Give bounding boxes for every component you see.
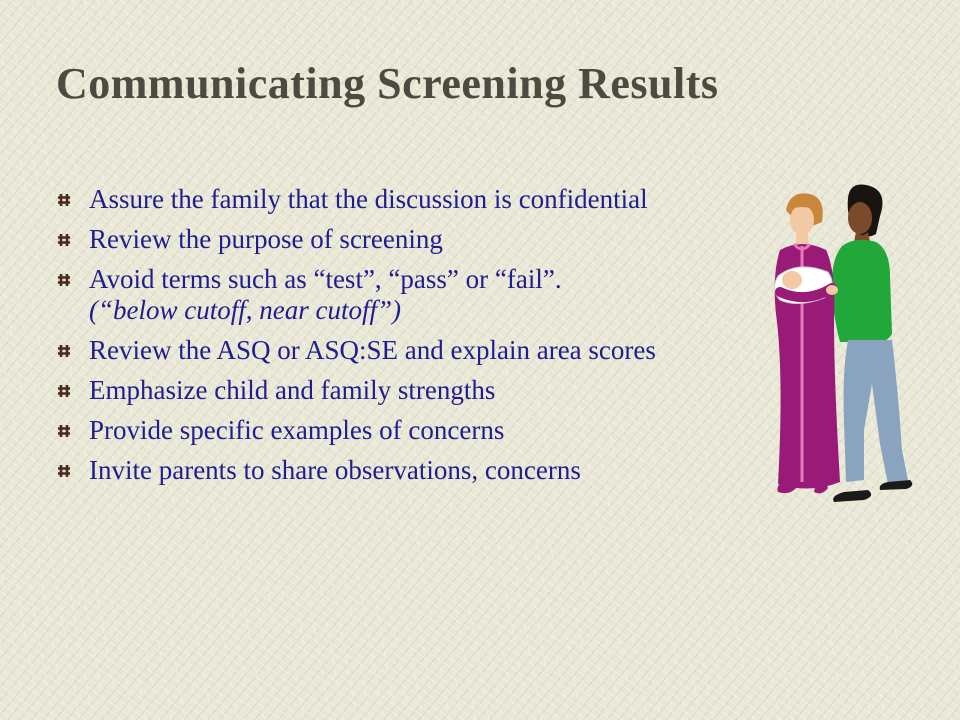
- hash-bullet-icon: [57, 273, 71, 287]
- hash-bullet-icon: [57, 233, 71, 247]
- hash-bullet-icon: [57, 464, 71, 478]
- bullet-list: [56, 184, 786, 495]
- bullet-item: [56, 415, 786, 446]
- bullet-text: Emphasize child and family strengths: [89, 375, 496, 405]
- hash-bullet-icon: [57, 384, 71, 398]
- bullet-item: [56, 375, 786, 406]
- bullet-item: [56, 335, 786, 366]
- bullet-text: Assure the family that the discussion is confidential: [89, 184, 648, 214]
- bullet-text: Avoid terms such as “test”, “pass” or “fail”.: [89, 264, 562, 294]
- bullet-item: [56, 224, 786, 255]
- hash-bullet-icon: [57, 424, 71, 438]
- mother-figure: [775, 193, 840, 493]
- bullet-text: Provide specific examples of concerns: [89, 415, 505, 445]
- bullet-text: Review the purpose of screening: [89, 224, 443, 254]
- bullet-item: [56, 455, 786, 486]
- slide-title: Communicating Screening Results: [56, 59, 719, 108]
- bullet-item: [56, 264, 786, 326]
- bullet-text: Review the ASQ or ASQ:SE and explain area scores: [89, 335, 656, 365]
- bullet-item: [56, 184, 786, 215]
- bullet-text: Invite parents to share observations, concerns: [89, 455, 581, 485]
- bullet-emphasis: (“below cutoff, near cutoff”): [89, 295, 401, 325]
- family-illustration: [760, 180, 920, 520]
- hash-bullet-icon: [57, 193, 71, 207]
- hash-bullet-icon: [57, 344, 71, 358]
